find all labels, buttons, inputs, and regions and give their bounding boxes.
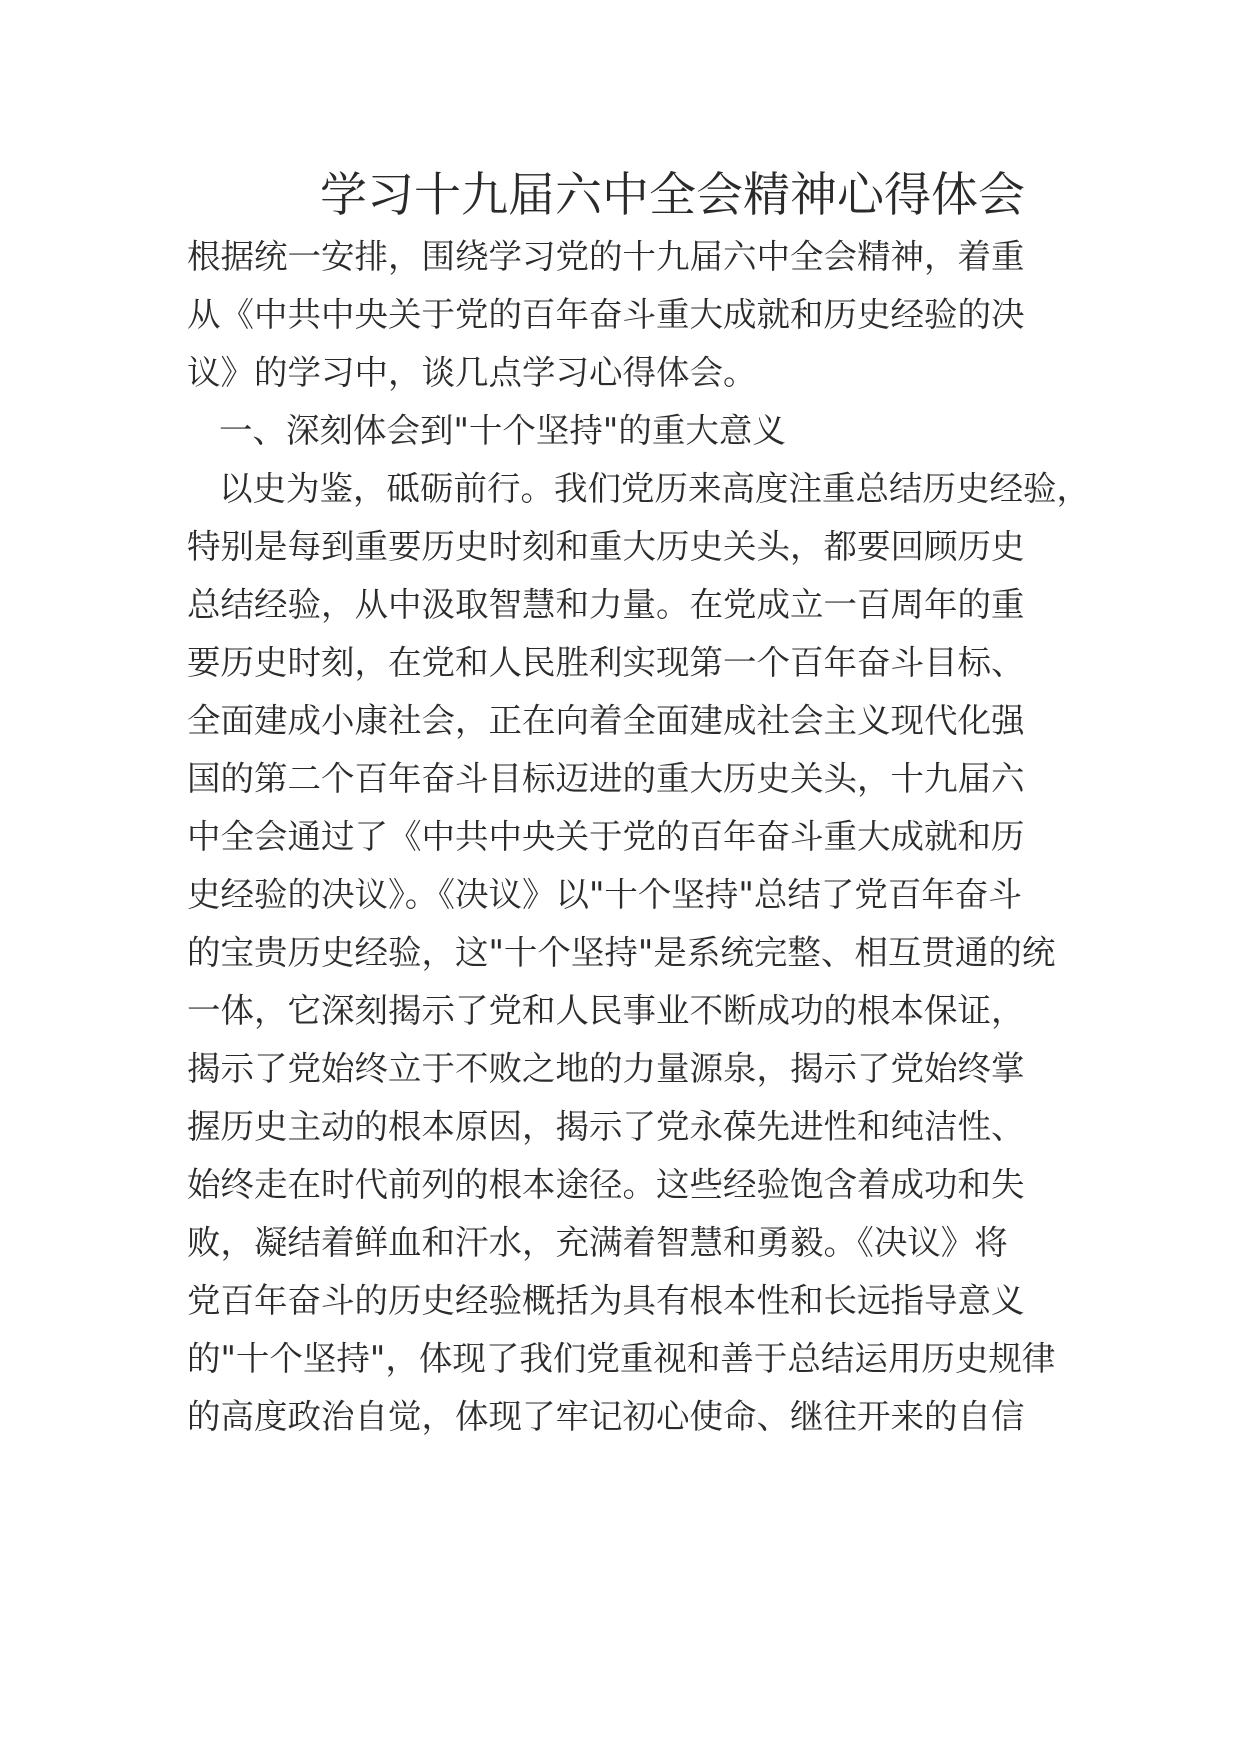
paragraph-line-15: 揭示了党始终立于不败之地的力量源泉，揭示了党始终掌	[187, 1049, 1025, 1088]
paragraph-line-10: 国的第二个百年奋斗目标迈进的重大历史关头，十九届六	[187, 759, 1025, 798]
paragraph-line-7: 总结经验，从中汲取智慧和力量。在党成立一百周年的重	[187, 585, 1025, 624]
paragraph-line-19: 党百年奋斗的历史经验概括为具有根本性和长远指导意义	[187, 1281, 1025, 1320]
paragraph-line-16: 握历史主动的根本原因，揭示了党永葆先进性和纯洁性、	[187, 1107, 1025, 1146]
section-heading-1: 一、深刻体会到"十个坚持"的重大意义	[219, 411, 786, 450]
paragraph-line-1: 根据统一安排，围绕学习党的十九届六中全会精神，着重	[187, 237, 1025, 276]
paragraph-line-13: 的宝贵历史经验，这"十个坚持"是系统完整、相互贯通的统	[187, 933, 1056, 972]
paragraph-line-12: 史经验的决议》。《决议》以"十个坚持"总结了党百年奋斗	[187, 875, 1022, 914]
paragraph-line-3: 议》的学习中，谈几点学习心得体会。	[187, 353, 757, 392]
paragraph-line-6: 特别是每到重要历史时刻和重大历史关头，都要回顾历史	[187, 527, 1025, 566]
paragraph-line-8: 要历史时刻，在党和人民胜利实现第一个百年奋斗目标、	[187, 643, 1025, 682]
paragraph-line-20: 的"十个坚持"，体现了我们党重视和善于总结运用历史规律	[187, 1339, 1056, 1378]
document-title: 学习十九届六中全会精神心得体会	[320, 168, 1025, 223]
paragraph-line-2: 从《中共中央关于党的百年奋斗重大成就和历史经验的决	[187, 295, 1025, 334]
paragraph-line-17: 始终走在时代前列的根本途径。这些经验饱含着成功和失	[187, 1165, 1025, 1204]
paragraph-line-11: 中全会通过了《中共中央关于党的百年奋斗重大成就和历	[187, 817, 1025, 856]
paragraph-line-18: 败，凝结着鲜血和汗水，充满着智慧和勇毅。《决议》将	[187, 1223, 1008, 1262]
paragraph-line-14: 一体，它深刻揭示了党和人民事业不断成功的根本保证，	[187, 991, 1025, 1030]
paragraph-line-5: 以史为鉴，砥砺前行。我们党历来高度注重总结历史经验，	[219, 469, 1090, 508]
paragraph-line-9: 全面建成小康社会，正在向着全面建成社会主义现代化强	[187, 701, 1025, 740]
paragraph-line-21: 的高度政治自觉，体现了牢记初心使命、继往开来的自信	[187, 1397, 1025, 1436]
